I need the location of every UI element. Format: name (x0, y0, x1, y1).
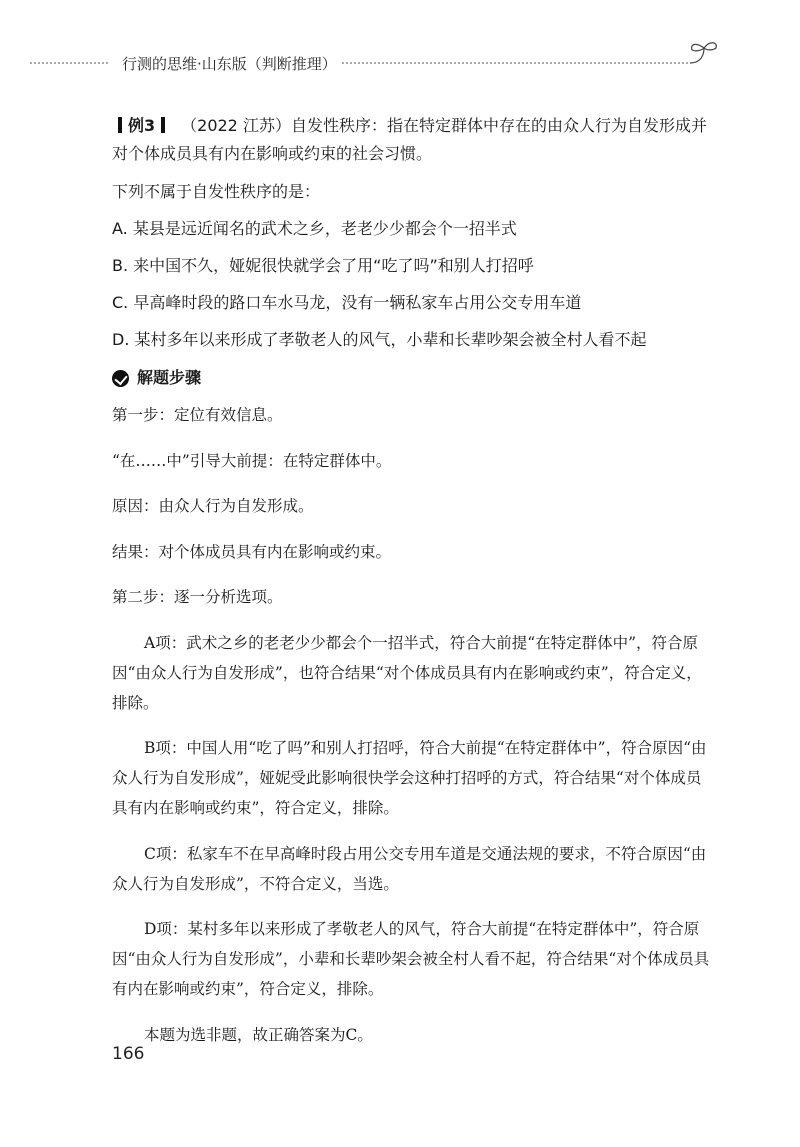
analysis-option-b: B项：中国人用“吃了吗”和别人打招呼，符合大前提“在特定群体中”，符合原因“由众人行为自发形成”，娅妮受此影响很快学会这种打招呼的方式，符合结果“对个体成员具有内在影响或约束”，符合定义，排除。 (112, 739, 707, 817)
running-header (0, 36, 800, 86)
solution-line: 第一步：定位有效信息。 (112, 406, 283, 424)
question-prompt: 下列不属于自发性秩序的是： (112, 182, 321, 201)
solution-line: “在……中”引导大前提：在特定群体中。 (112, 451, 392, 470)
answer-conclusion: 本题为选非题，故正确答案为C。 (144, 1025, 373, 1044)
question-tag: 例3 (112, 116, 171, 135)
analysis-option-c: C项：私家车不在早高峰时段占用公交专用车道是交通法规的要求，不符合原因“由众人行为自发形成”，不符合定义，当选。 (112, 844, 707, 893)
solution-line: 原因：由众人行为自发形成。 (112, 497, 314, 515)
page-content (112, 112, 712, 1065)
checkmark-icon (112, 370, 129, 387)
analysis-option-d: D项：某村多年以来形成了孝敬老人的风气，符合大前提“在特定群体中”，符合原因“由众人行为自发形成”，小辈和长辈吵架会被全村人看不起，符合结果“对个体成员具有内在影响或约束”，符合定义，排除。 (112, 920, 710, 998)
analysis-option-a: A项：武术之乡的老老少少都会个一招半式，符合大前提“在特定群体中”，符合原因“由众人行为自发形成”，也符合结果“对个体成员具有内在影响或约束”，符合定义，排除。 (112, 633, 702, 712)
option-c: C. 早高峰时段的路口车水马龙，没有一辆私家车占用公交专用车道 (112, 293, 582, 312)
option-d: D. 某村多年以来形成了孝敬老人的风气，小辈和长辈吵架会被全村人看不起 (112, 330, 647, 349)
solution-steps-heading: 解题步骤 (112, 364, 712, 392)
option-a: A. 某县是远近闻名的武术之乡，老老少少都会个一招半式 (112, 219, 517, 238)
solution-line: 第二步：逐一分析选项。 (112, 588, 283, 606)
solution-line: 结果：对个体成员具有内在影响或约束。 (112, 542, 392, 561)
page-number: 166 (112, 1044, 145, 1064)
question-intro: 例3 （2022 江苏）自发性秩序：指在特定群体中存在的由众人行为自发形成并对个体成员具有内在影响或约束的社会习惯。 (112, 116, 707, 163)
header-title: 行测的思维·山东版（判断推理） (118, 53, 341, 74)
option-b: B. 来中国不久，娅妮很快就学会了用“吃了吗”和别人打招呼 (112, 256, 534, 275)
